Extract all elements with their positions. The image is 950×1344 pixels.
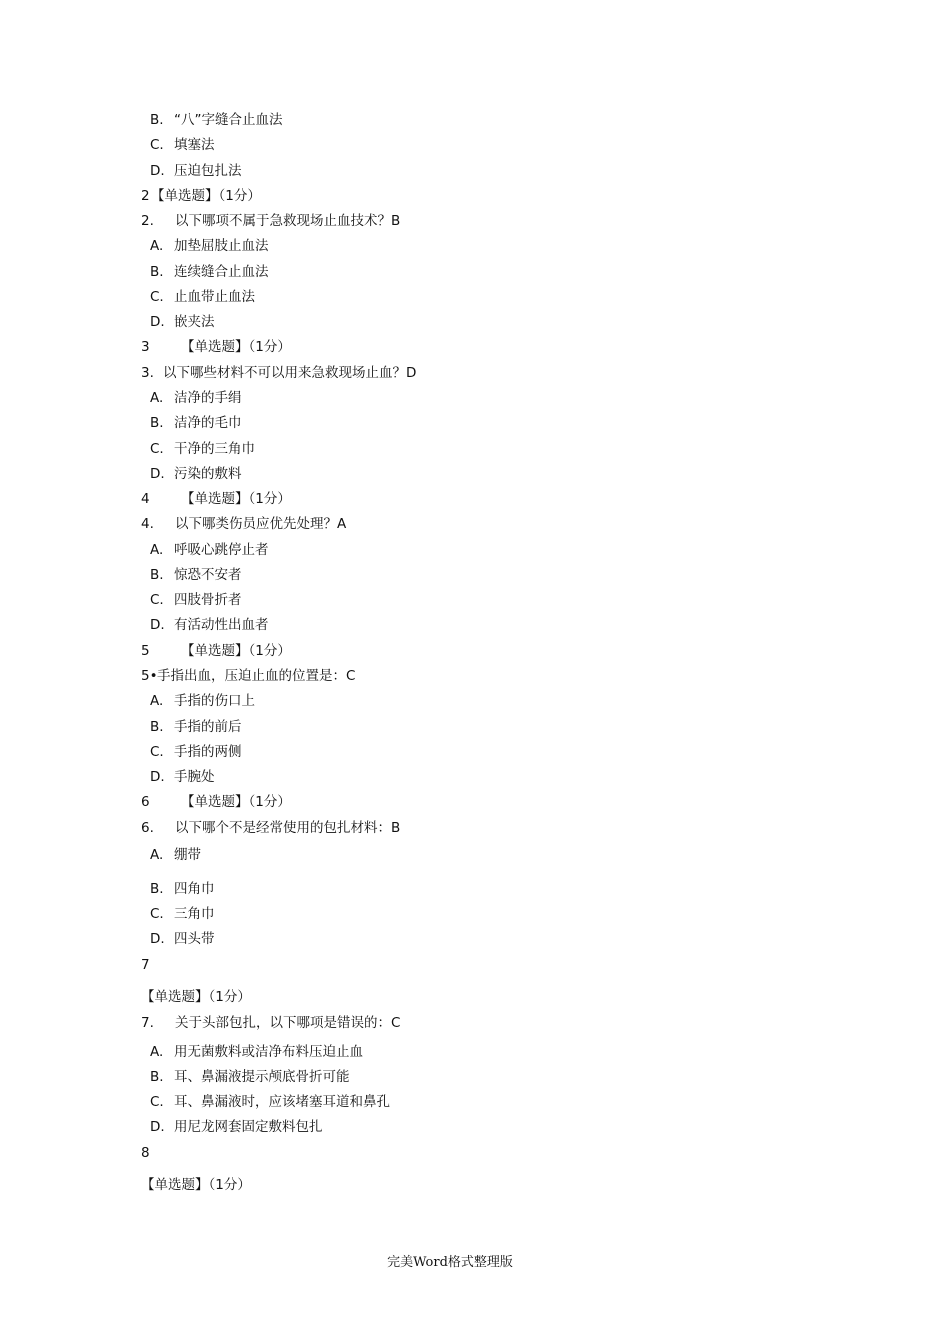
question-text: 以下哪类伤员应优先处理？A — [175, 516, 347, 532]
question-text: 以下哪项不属于急救现场止血技术？B — [175, 213, 401, 229]
option-item — [150, 692, 255, 710]
option-letter: B. — [150, 881, 164, 897]
option-letter: D. — [150, 931, 165, 947]
option-text: 用尼龙网套固定敷料包扎 — [174, 1119, 323, 1135]
question-stem — [141, 667, 355, 685]
question-header — [141, 338, 291, 356]
option-letter: C. — [150, 592, 164, 608]
option-text: 干净的三角巾 — [174, 441, 255, 457]
option-letter: A. — [150, 1044, 164, 1060]
option-item — [150, 880, 215, 898]
option-text: 压迫包扎法 — [174, 163, 242, 179]
question-number: 3. — [141, 365, 154, 381]
option-text: 四肢骨折者 — [174, 592, 242, 608]
option-letter: B. — [150, 567, 164, 583]
option-item — [150, 591, 242, 609]
option-item — [150, 566, 242, 584]
question-number: 5• — [141, 668, 158, 684]
option-letter: A. — [150, 542, 164, 558]
option-item — [150, 237, 269, 255]
option-letter: C. — [150, 289, 164, 305]
question-stem — [141, 212, 400, 230]
option-item — [150, 162, 242, 180]
option-item — [150, 718, 242, 736]
option-letter: B. — [150, 415, 164, 431]
option-letter: C. — [150, 744, 164, 760]
option-letter: A. — [150, 390, 164, 406]
option-text: 耳、鼻漏液提示颅底骨折可能 — [174, 1069, 350, 1085]
option-text: 止血带止血法 — [174, 289, 255, 305]
page-footer: 完美Word格式整理版 — [387, 1255, 513, 1270]
question-text: 以下哪些材料不可以用来急救现场止血？D — [163, 365, 417, 381]
question-text: 手指出血，压迫止血的位置是：C — [157, 668, 356, 684]
question-header — [141, 988, 251, 1006]
option-item — [150, 846, 201, 864]
option-letter: C. — [150, 441, 164, 457]
question-header — [141, 642, 291, 660]
question-header-number — [141, 1144, 150, 1162]
option-letter: B. — [150, 1069, 164, 1085]
option-item — [150, 1093, 390, 1111]
header-number: 3 — [141, 339, 150, 355]
question-stem — [141, 515, 346, 533]
question-header-number — [141, 956, 150, 974]
option-item — [150, 1118, 323, 1136]
option-letter: C. — [150, 1094, 164, 1110]
option-text: 四角巾 — [174, 881, 215, 897]
option-item — [150, 930, 215, 948]
option-text: 惊恐不安者 — [174, 567, 242, 583]
option-letter: A. — [150, 238, 164, 254]
option-text: 洁净的手绢 — [174, 390, 242, 406]
option-item — [150, 288, 255, 306]
option-text: 用无菌敷料或洁净布料压迫止血 — [174, 1044, 363, 1060]
header-number: 4 — [141, 491, 150, 507]
option-text: 填塞法 — [174, 137, 215, 153]
option-text: 手指的两侧 — [174, 744, 242, 760]
option-item — [150, 743, 242, 761]
question-text: 关于头部包扎，以下哪项是错误的：C — [175, 1015, 401, 1031]
option-letter: A. — [150, 693, 164, 709]
header-type: 【单选题】（1分） — [141, 1177, 251, 1193]
option-item — [150, 389, 242, 407]
question-stem — [141, 819, 400, 837]
option-text: 呼吸心跳停止者 — [174, 542, 269, 558]
option-letter: B. — [150, 112, 164, 128]
question-text: 以下哪个不是经常使用的包扎材料：B — [175, 820, 401, 836]
option-text: 手指的前后 — [174, 719, 242, 735]
question-number: 6. — [141, 820, 154, 836]
question-header — [141, 793, 291, 811]
header-number: 5 — [141, 643, 150, 659]
option-text: 污染的敷料 — [174, 466, 242, 482]
option-text: 有活动性出血者 — [174, 617, 269, 633]
option-letter: D. — [150, 617, 165, 633]
option-letter: D. — [150, 1119, 165, 1135]
header-type: 【单选题】（1分） — [181, 643, 291, 659]
option-item — [150, 136, 215, 154]
header-type: 【单选题】（1分） — [181, 339, 291, 355]
option-letter: B. — [150, 719, 164, 735]
header-type: 【单选题】（1分） — [181, 794, 291, 810]
header-type: 【单选题】（1分） — [151, 188, 261, 204]
question-stem — [141, 1014, 400, 1032]
option-text: 洁净的毛巾 — [174, 415, 242, 431]
question-header — [141, 1176, 251, 1194]
option-letter: A. — [150, 847, 164, 863]
option-item — [150, 111, 283, 129]
header-number: 6 — [141, 794, 150, 810]
question-number: 2. — [141, 213, 154, 229]
option-letter: C. — [150, 906, 164, 922]
header-number: 8 — [141, 1145, 150, 1161]
option-item — [150, 1068, 350, 1086]
header-type: 【单选题】（1分） — [141, 989, 251, 1005]
question-header — [141, 490, 291, 508]
option-item — [150, 1043, 363, 1061]
option-text: 手腕处 — [174, 769, 215, 785]
option-item — [150, 414, 242, 432]
question-number: 4. — [141, 516, 154, 532]
option-letter: B. — [150, 264, 164, 280]
question-stem — [141, 364, 416, 382]
option-item — [150, 263, 269, 281]
question-header — [141, 187, 261, 205]
option-text: 手指的伤口上 — [174, 693, 255, 709]
option-letter: D. — [150, 769, 165, 785]
option-letter: C. — [150, 137, 164, 153]
option-item — [150, 465, 242, 483]
option-text: 绷带 — [174, 847, 201, 863]
option-text: 加垫屈肢止血法 — [174, 238, 269, 254]
option-text: 耳、鼻漏液时，应该堵塞耳道和鼻孔 — [174, 1094, 390, 1110]
option-item — [150, 905, 215, 923]
option-item — [150, 541, 269, 559]
option-item — [150, 616, 269, 634]
option-item — [150, 440, 255, 458]
option-text: 四头带 — [174, 931, 215, 947]
header-number: 2 — [141, 188, 150, 204]
header-number: 7 — [141, 957, 150, 973]
option-text: 连续缝合止血法 — [174, 264, 269, 280]
option-text: 三角巾 — [174, 906, 215, 922]
option-letter: D. — [150, 163, 165, 179]
option-letter: D. — [150, 466, 165, 482]
option-item — [150, 768, 215, 786]
header-type: 【单选题】（1分） — [181, 491, 291, 507]
option-text: “八”字缝合止血法 — [174, 112, 283, 128]
question-number: 7. — [141, 1015, 154, 1031]
option-letter: D. — [150, 314, 165, 330]
option-item — [150, 313, 215, 331]
option-text: 嵌夹法 — [174, 314, 215, 330]
